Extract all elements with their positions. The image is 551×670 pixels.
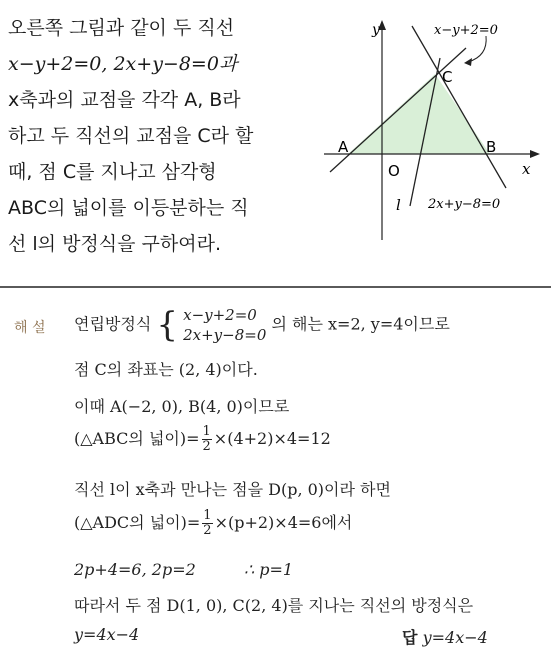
problem-line: x−y+2=0, 2x+y−8=0과 [8, 53, 238, 75]
sol-l1-pre: 연립방정식 [74, 314, 152, 334]
equation-system [183, 305, 266, 345]
x-axis-arrow [530, 150, 540, 158]
solution-line-2: 점 C의 좌표는 (2, 4)이다. [74, 360, 258, 379]
triangle-abc-fill [348, 74, 490, 154]
label-x: x [522, 160, 531, 178]
problem-line: 오른쪽 그림과 같이 두 직선 [8, 17, 235, 39]
label-a: A [338, 138, 349, 156]
answer-value: y=4x−4 [422, 628, 488, 647]
coordinate-figure [318, 12, 546, 250]
solution-line-6 [74, 509, 352, 538]
fraction-numerator: 1 [202, 424, 211, 439]
sol-l6-post: ×(p+2)×4=6에서 [214, 513, 353, 532]
solution-line-9: y=4x−4 [74, 625, 140, 644]
solution-line-1 [74, 305, 450, 345]
sol-l6-pre: (△ADC의 넓이)= [74, 513, 201, 532]
label-c: C [442, 68, 453, 86]
solution-tag: 해 설 [14, 320, 46, 336]
solution-line-4 [74, 425, 331, 454]
solution-line-3: 이때 A(−2, 0), B(4, 0)이므로 [74, 397, 290, 416]
label-eq-bottom: 2x+y−8=0 [428, 197, 501, 212]
solution-line-7a: 2p+4=6, 2p=2 [74, 560, 196, 579]
label-o: O [388, 162, 400, 180]
problem-line: 선 l의 방정식을 구하여라. [8, 233, 221, 255]
label-l: l [396, 196, 401, 214]
label-eq-top: x−y+2=0 [434, 23, 498, 38]
fraction-half [202, 425, 212, 454]
sys-eq1: x−y+2=0 [183, 306, 257, 324]
solution-line-5: 직선 l이 x축과 만나는 점을 D(p, 0)이라 하면 [74, 480, 391, 499]
section-divider [0, 286, 551, 288]
sol-l4-pre: (△ABC의 넓이)= [74, 429, 200, 448]
answer [402, 625, 488, 648]
system-brace: { [156, 305, 179, 345]
problem-line: 하고 두 직선의 교점을 C라 할 [8, 125, 254, 147]
sol-l1-post: 의 해는 x=2, y=4이므로 [271, 314, 450, 334]
fraction-denominator: 2 [202, 439, 211, 454]
label-y: y [372, 22, 380, 38]
problem-line: 때, 점 C를 지나고 삼각형 [8, 161, 217, 183]
fraction-half [202, 509, 212, 538]
fraction-numerator: 1 [203, 508, 212, 523]
solution-line-8: 따라서 두 점 D(1, 0), C(2, 4)를 지나는 직선의 방정식은 [74, 596, 474, 615]
solution-line-7b: ∴ p=1 [244, 560, 294, 579]
fraction-denominator: 2 [203, 523, 212, 538]
label-b: B [486, 138, 497, 156]
sys-eq2: 2x+y−8=0 [183, 326, 267, 344]
problem-line: x축과의 교점을 각각 A, B라 [8, 89, 241, 111]
sol-l4-post: ×(4+2)×4=12 [213, 429, 331, 448]
answer-label: 답 [402, 628, 418, 647]
label-pointer-arrow [468, 36, 486, 62]
problem-text [8, 10, 328, 262]
pointer-arrowhead [464, 58, 472, 66]
problem-line: ABC의 넓이를 이등분하는 직 [8, 197, 249, 219]
